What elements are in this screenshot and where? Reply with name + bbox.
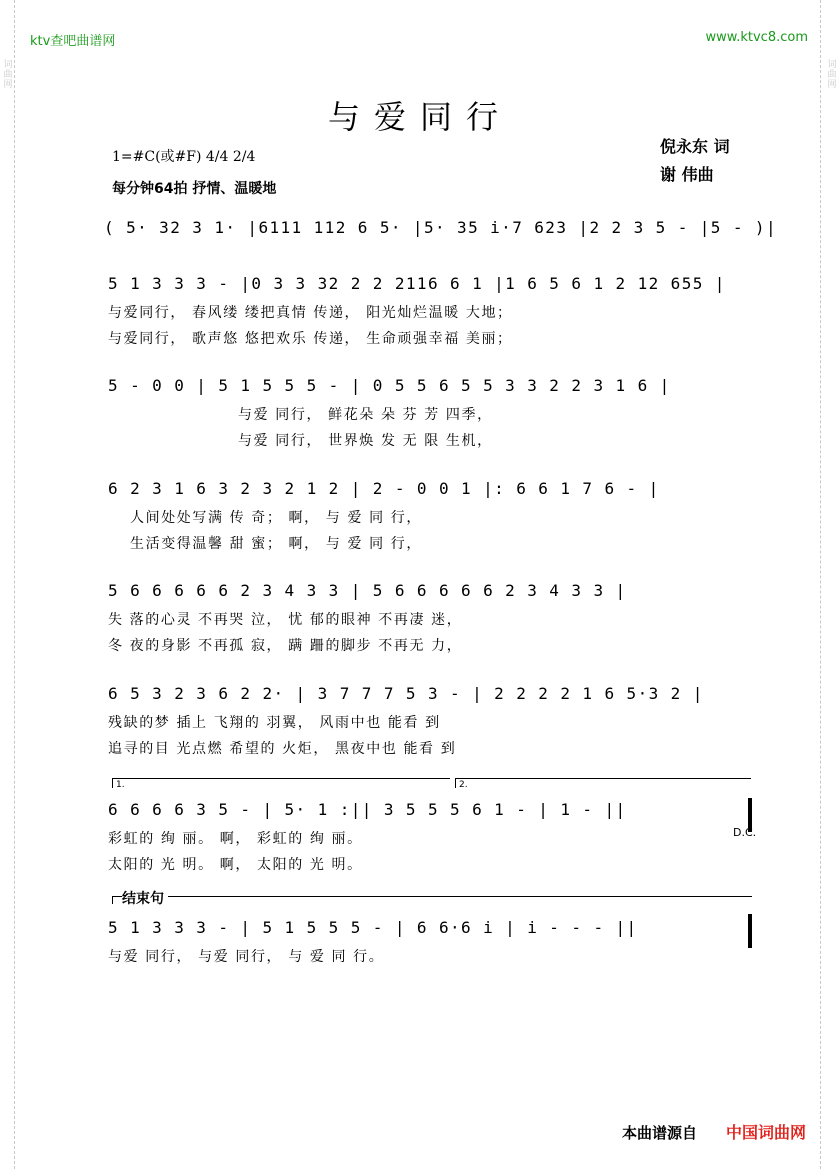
volta-bracket-2-left (455, 778, 456, 788)
lyrics-line-2-verse-1: 与爱同行， 春风缕 缕把真情 传递， 阳光灿烂温暖 大地； (108, 305, 513, 321)
lyrics-line-7-verse-1: 彩虹的 绚 丽。 啊， 彩虹的 绚 丽。 (108, 831, 363, 847)
notation-line-2: 5 1 3 3 3 - |0 3 3 32 2 2 2116 6 1 |1 6 5 6 1 2 12 655 | (108, 274, 726, 293)
volta-1-label: 1. (116, 780, 125, 790)
lyrics-line-6-verse-2: 追寻的目 光点燃 希望的 火炬， 黑夜中也 能看 到 (108, 741, 457, 757)
right-margin-line (820, 0, 821, 1169)
final-barline-end (748, 914, 752, 948)
ending-bracket-line (112, 896, 752, 897)
notation-line-1: ( 5· 32 3 1· |6111 112 6 5· |5· 35 i·7 623 |2 2 3 5 - |5 - )| (104, 218, 778, 237)
ending-label: 结束句 (122, 888, 168, 908)
song-title: 与爱同行 (327, 98, 512, 136)
notation-line-8: 5 1 3 3 3 - | 5 1 5 5 5 - | 6 6·6 i | i - - - || (108, 918, 638, 937)
margin-watermark-left: 词曲网 (3, 60, 13, 90)
lyricist: 倪永东 词 (660, 137, 730, 156)
margin-watermark-right: 词曲网 (827, 60, 837, 90)
volta-bracket-1-left (112, 778, 113, 788)
lyrics-line-5-verse-1: 失 落的心灵 不再哭 泣， 忧 郁的眼神 不再凄 迷， (108, 612, 463, 628)
da-capo-marking: D.C. (733, 826, 757, 839)
lyrics-line-8: 与爱 同行， 与爱 同行， 与 爱 同 行。 (108, 949, 385, 965)
lyrics-line-7-verse-2: 太阳的 光 明。 啊， 太阳的 光 明。 (108, 857, 363, 873)
volta-2-label: 2. (459, 780, 468, 790)
lyrics-line-4-verse-2: 生活变得温馨 甜 蜜； 啊， 与 爱 同 行， (130, 536, 422, 552)
footer-source-label: 本曲谱源自 (621, 1124, 697, 1142)
volta-bracket-1 (112, 778, 450, 779)
lyrics-line-3-verse-1: 与爱 同行， 鲜花朵 朵 芬 芳 四季， (238, 407, 493, 423)
lyrics-line-2-verse-2: 与爱同行， 歌声悠 悠把欢乐 传递， 生命顽强幸福 美丽； (108, 331, 513, 347)
header-site-left[interactable]: ktv查吧曲谱网 (30, 34, 116, 49)
volta-bracket-2 (455, 778, 751, 779)
final-barline-line-7 (748, 798, 752, 832)
notation-line-7: 6 6 6 6 3 5 - | 5· 1 :|| 3 5 5 5 6 1 - | 1 - || (108, 800, 627, 819)
ending-bracket-left (112, 896, 113, 904)
left-margin-line (14, 0, 15, 1169)
footer-source-link[interactable]: 中国词曲网 (725, 1123, 806, 1142)
notation-line-5: 5 6 6 6 6 6 2 3 4 3 3 | 5 6 6 6 6 6 2 3 4 3 3 | (108, 581, 627, 600)
key-signature: 1=#C(或#F) 4/4 2/4 (112, 149, 256, 165)
notation-line-6: 6 5 3 2 3 6 2 2· | 3 7 7 7 5 3 - | 2 2 2 2 1 6 5·3 2 | (108, 684, 704, 703)
header-site-right[interactable]: www.ktvc8.com (705, 30, 808, 45)
notation-line-4: 6 2 3 1 6 3 2 3 2 1 2 | 2 - 0 0 1 |: 6 6 1 7 6 - | (108, 479, 660, 498)
lyrics-line-3-verse-2: 与爱 同行， 世界焕 发 无 限 生机， (238, 433, 493, 449)
lyrics-line-6-verse-1: 残缺的梦 插上 飞翔的 羽翼， 风雨中也 能看 到 (108, 715, 441, 731)
lyrics-line-4-verse-1: 人间处处写满 传 奇； 啊， 与 爱 同 行， (130, 510, 422, 526)
tempo-marking: 每分钟64拍 抒情、温暖地 (112, 181, 277, 197)
composer: 谢 伟曲 (660, 165, 714, 184)
notation-line-3: 5 - 0 0 | 5 1 5 5 5 - | 0 5 5 6 5 5 3 3 2 2 3 1 6 | (108, 376, 671, 395)
lyrics-line-5-verse-2: 冬 夜的身影 不再孤 寂， 蹒 跚的脚步 不再无 力， (108, 638, 463, 654)
